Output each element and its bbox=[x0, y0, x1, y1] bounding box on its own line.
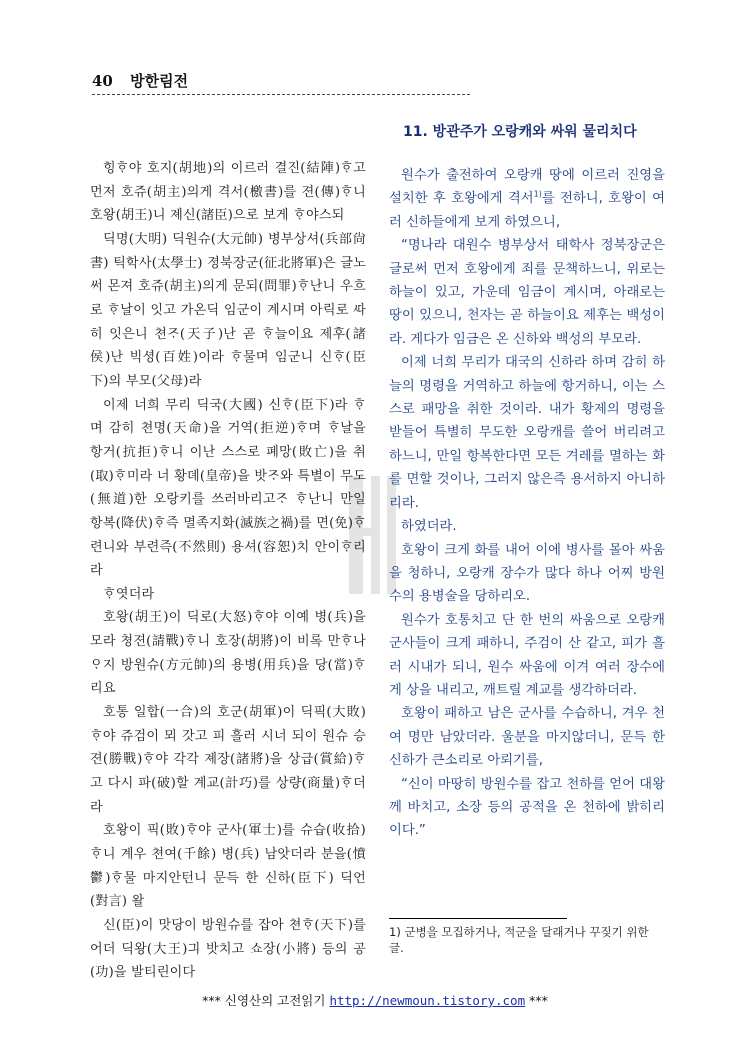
footnote-divider bbox=[389, 918, 567, 919]
old-text-paragraph: 호왕(胡王)이 딕로(大怒)ᄒᆞ야 이예 병(兵)을 모라 쳥젼(請戰)ᄒᆞ니 호장(胡將)이 비록 만ᄒᆞ나 ᄋᆞ지 방원슈(方元帥)의 용병(用兵)을 당(當)ᄒᆞ리요 bbox=[90, 610, 366, 697]
old-text-paragraph: ᄒᆞ엿더라 bbox=[103, 586, 155, 602]
book-title: 방한림전 bbox=[130, 72, 189, 90]
footnote-marker: 1) bbox=[533, 189, 542, 199]
paragraph-text: 이제 너희 무리가 대국의 신하라 하며 감히 하늘의 명령을 거역하고 하늘에 항거하니, 이는 스스로 패망을 취한 것이라. 내가 황제의 명령을 받들어 특별히 무도한 오랑캐를 쓸어 버리려고 하느니, 만일 항복한다면 모든 겨레를 멸하는 화를 면할 것이나, 그러지 않은즉 용서하지 아니하리라. bbox=[389, 355, 665, 511]
paragraph-text: 원수가 호통치고 단 한 번의 싸움으로 오랑캐 군사들이 크게 패하니, 주검이 산 같고, 피가 흘러 시내가 되니, 원수 싸움에 이겨 여러 장수에게 상을 내리고, 깨트릴 계교를 생각하더라. bbox=[389, 612, 665, 698]
old-text-paragraph: 신(臣)이 맛당이 방원슈를 잡아 쳔ᄒᆞ(天下)를 어더 딕왕(大王)긔 밧치고 쇼장(小將) 등의 공(功)을 발티린이다 bbox=[90, 918, 366, 981]
old-text-paragraph: 호통 일합(一合)의 호군(胡軍)이 딕픽(大敗)ᄒᆞ야 쥬검이 뫼 갓고 피 흘러 시너 되이 원슈 승젼(勝戰)ᄒᆞ야 각각 졔장(諸將)을 상급(賞給)ᄒᆞ고 다시 파(破)할 계교(計巧)를 상량(商量)ᄒᆞ더라 bbox=[90, 705, 366, 815]
old-korean-text-column bbox=[90, 157, 366, 985]
page-number: 40 bbox=[92, 72, 113, 90]
page-footer bbox=[0, 991, 750, 1009]
modern-text-paragraph bbox=[389, 164, 665, 234]
page-number-title bbox=[92, 70, 188, 91]
paragraph-text: “신이 마땅히 방원수를 잡고 천하를 얻어 대왕께 바치고, 소장 등의 공적을 온 천하에 밝히리이다.” bbox=[389, 776, 665, 839]
modern-text-paragraph bbox=[389, 539, 665, 609]
paragraph-text: 호왕이 패하고 남은 군사를 수습하니, 겨우 천여 명만 남았더라. 울분을 마지않더니, 문득 한 신하가 큰소리로 아뢰기를, bbox=[389, 706, 665, 769]
paragraph-text: 호왕이 크게 화를 내어 이에 병사를 몰아 싸움을 청하니, 오랑캐 장수가 많다 하나 어찌 방원수의 용병술을 당하리오. bbox=[389, 542, 665, 605]
header-dashed-divider bbox=[92, 94, 470, 95]
footer-prefix: *** 신영산의 고전읽기 bbox=[202, 993, 330, 1008]
modern-text-paragraph bbox=[389, 234, 665, 351]
footer-link[interactable]: http://newmoun.tistory.com bbox=[329, 993, 526, 1008]
old-text-paragraph: 이제 너희 무리 딕국(大國) 신ᄒᆞ(臣下)라 ᄒᆞ며 감히 쳔명(天命)을 거역(拒逆)ᄒᆞ며 ᄒᆞ날을 항거(抗拒)ᄒᆞ니 이난 스스로 폐망(敗亡)을 취(取)ᄒᆞ미라 너 황뎨(皇帝)을 밧ᄌᆞ와 특별이 무도(無道)한 오랑키를 쓰러바리고ᄌᆞ ᄒᆞ난니 만일 항복(降伏)ᄒᆞ즉 멸족지화(滅族之禍)를 면(免)ᄒᆞ련니와 부련즉(不然則) 용셔(容恕)치 안이ᄒᆞ리라 bbox=[90, 397, 366, 579]
paragraph-text: 원수가 출전하여 오랑캐 땅에 이르러 진영을 설치한 후 호왕에게 격서 bbox=[389, 168, 665, 207]
modern-text-paragraph bbox=[389, 773, 665, 843]
section-title: 11. 방관주가 오랑캐와 싸워 물리치다 bbox=[403, 124, 637, 140]
footer-suffix: *** bbox=[525, 993, 548, 1008]
modern-text-body bbox=[389, 164, 665, 843]
modern-text-paragraph bbox=[389, 515, 665, 538]
old-text-paragraph: 힝ᄒᆞ야 호지(胡地)의 이르러 결진(結陣)ᄒᆞ고 먼저 호쥬(胡主)의게 격서(檄書)를 젼(傳)ᄒᆞ니 호왕(胡王)니 졔신(諸臣)으로 보게 ᄒᆞ야스되 bbox=[90, 161, 366, 224]
paragraph-text: 를 전하니, 호왕이 여러 신하들에게 보게 하였으니, bbox=[389, 191, 665, 230]
paragraph-text: 하였더라. bbox=[401, 519, 457, 535]
old-text-paragraph: 호왕이 픽(敗)ᄒᆞ야 군사(軍士)를 슈습(收拾)ᄒᆞ니 계우 쳔여(千餘) 병(兵) 남앗더라 분을(憤鬱)ᄒᆞ물 마지안턴니 문득 한 신하(臣下) 딕언(對言) 왈 bbox=[90, 823, 366, 910]
modern-korean-text-column bbox=[389, 122, 665, 843]
paragraph-text: “명나라 대원수 병부상서 태학사 정북장군은 글로써 먼저 호왕에게 죄를 문책하느니, 위로는 하늘이 있고, 가운데 임금이 계시며, 아래로는 땅이 있으니, 천자는 곧 하늘이요 제후는 백성이라. 게다가 임금은 온 신하와 백성의 부모라. bbox=[389, 238, 665, 347]
modern-text-paragraph bbox=[389, 609, 665, 703]
footnote: 1) 군병을 모집하거나, 적군을 달래거나 꾸짖기 위한 글. bbox=[389, 925, 649, 955]
modern-text-paragraph bbox=[389, 351, 665, 515]
modern-text-paragraph bbox=[389, 702, 665, 772]
old-text-paragraph: 딕명(大明) 딕원슈(大元帥) 병부상셔(兵部尙書) 틱학사(太學士) 졍북장군(征北將軍)은 글노써 몬져 호쥬(胡主)의게 문되(問罪)ᄒᆞ난니 우흐로 ᄒᆞ날이 잇고 가온딕 임군이 계시며 아릭로 ᄯᅡ히 잇은니 쳔ᄌᆞ(天子)난 곧 ᄒᆞ늘이요 제후(諸侯)난 빅셩(百姓)이라 ᄒᆞ물며 임군니 신ᄒᆞ(臣下)의 부모(父母)라 bbox=[90, 231, 366, 389]
